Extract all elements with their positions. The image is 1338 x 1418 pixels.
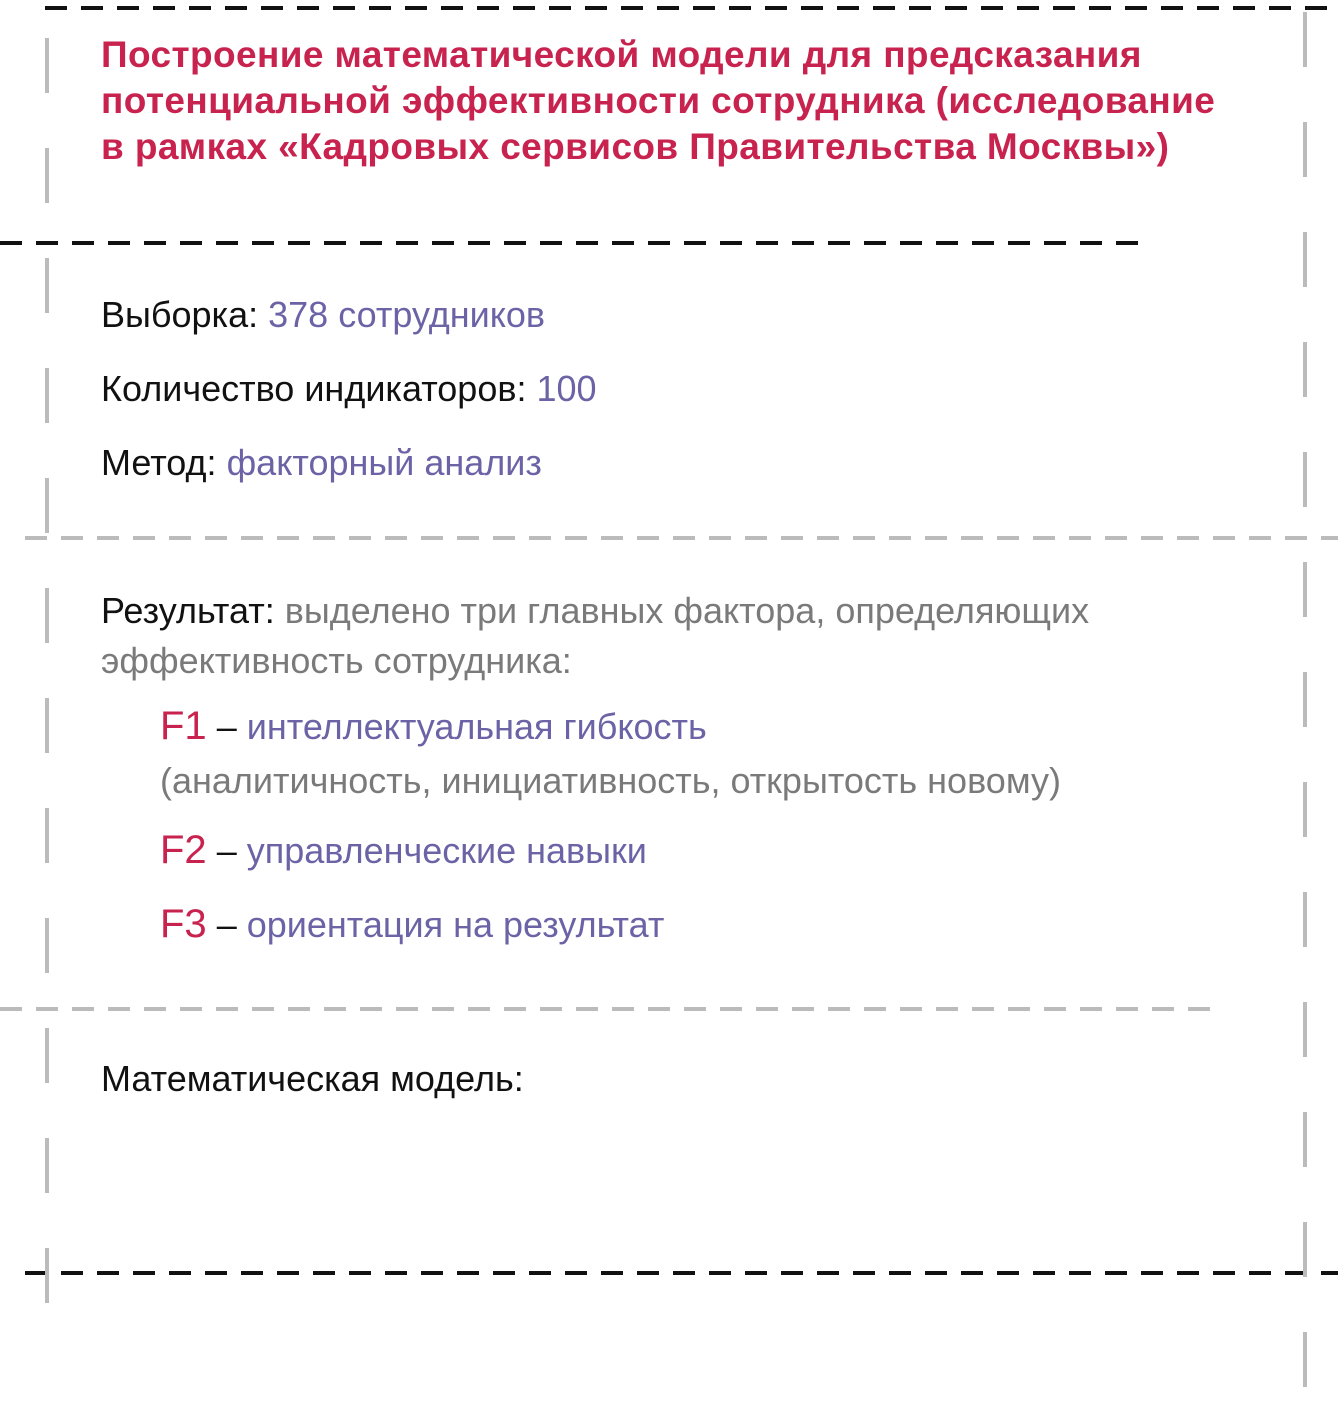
- method-value: факторный анализ: [226, 442, 542, 483]
- indicators-label: Количество индикаторов:: [101, 368, 527, 409]
- factor-f2: [160, 828, 647, 873]
- factor-f3: [160, 902, 664, 947]
- factor-name: управленческие навыки: [246, 830, 647, 871]
- factor-name: интеллектуальная гибкость: [246, 706, 707, 747]
- indicators-line: [101, 368, 597, 410]
- factor-dash: –: [216, 904, 237, 945]
- factor-dash: –: [216, 706, 237, 747]
- sample-value: 378 сотрудников: [268, 294, 546, 335]
- factor-f1: [160, 704, 707, 749]
- result-paragraph: [101, 586, 1221, 686]
- sample-label: Выборка:: [101, 294, 259, 335]
- method-label: Метод:: [101, 442, 217, 483]
- result-text: выделено три главных фактора, определяющих эффективность сотрудника:: [101, 590, 1090, 681]
- factor-key: F3: [160, 902, 207, 946]
- page-title: Построение математической модели для предсказания потенциальной эффективности сотрудника (исследование в рамках «Кадровых сервисов Правительства Москвы»): [101, 34, 1216, 167]
- model-label: Математическая модель:: [101, 1058, 524, 1099]
- method-line: [101, 442, 542, 484]
- factor-f1-detail: (аналитичность, инициативность, открытость новому): [160, 760, 1061, 801]
- sample-line: [101, 294, 545, 336]
- factor-key: F1: [160, 704, 207, 748]
- indicators-value: 100: [536, 368, 597, 409]
- factor-dash: –: [216, 830, 237, 871]
- result-label: Результат:: [101, 590, 275, 631]
- factor-key: F2: [160, 828, 207, 872]
- factor-name: ориентация на результат: [246, 904, 665, 945]
